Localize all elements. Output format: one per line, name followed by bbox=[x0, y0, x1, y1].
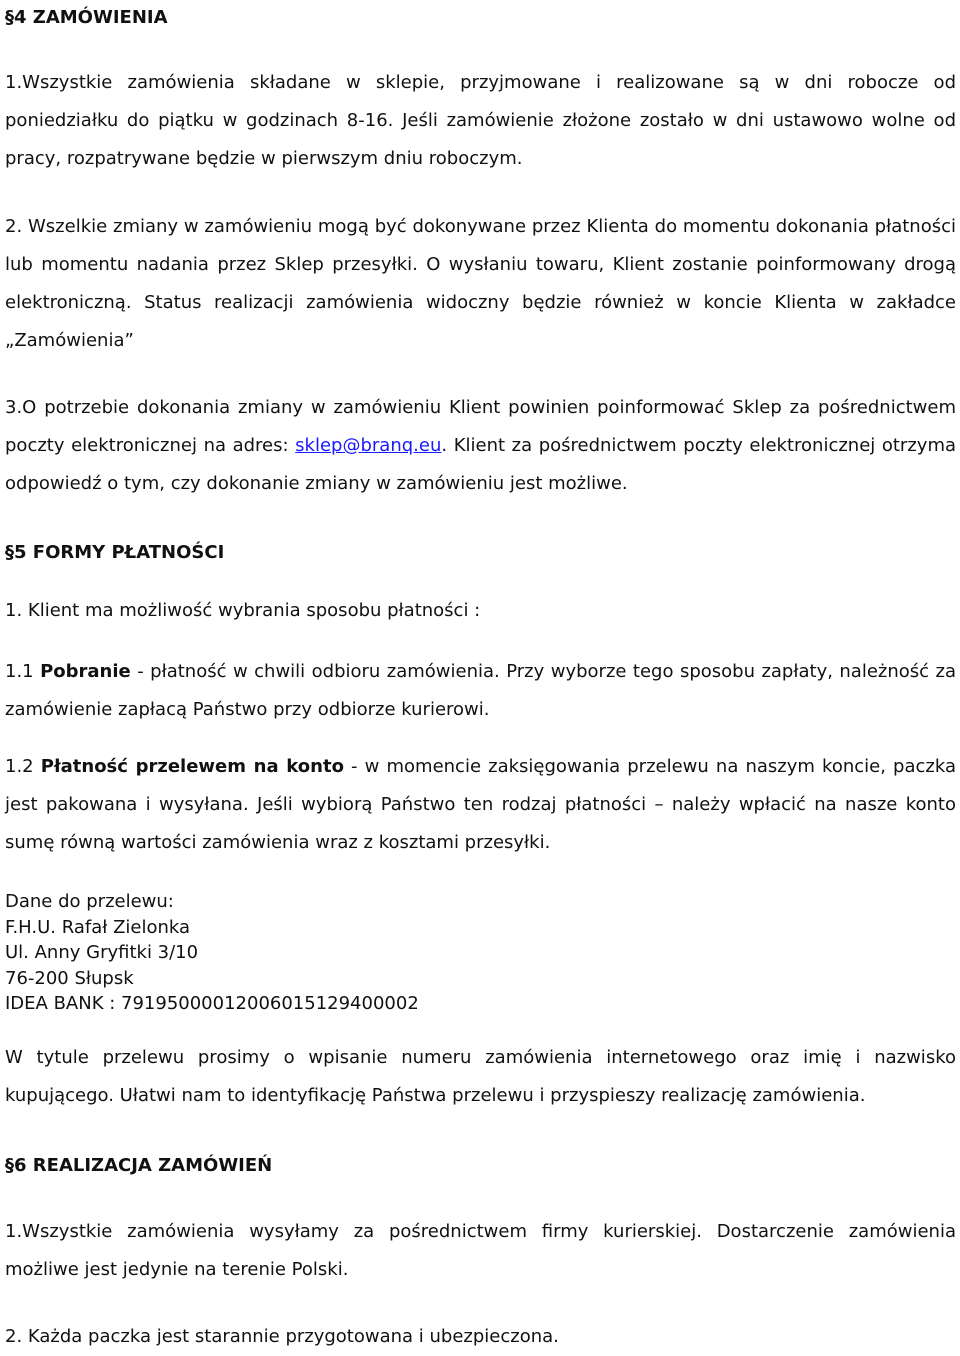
section-4-paragraph-1: 1.Wszystkie zamówienia składane w sklepie, przyjmowane i realizowane są w dni robocze od poniedziałku do piątku w godzinach 8-16. Jeśli zamówienie złożone zostało w dni ustawowo wolne od pracy, rozpatrywane będzie w pierwszym dniu roboczym. bbox=[5, 72, 956, 169]
transfer-details-line: Ul. Anny Gryfitki 3/10 bbox=[5, 942, 199, 963]
transfer-details-line: 76-200 Słupsk bbox=[5, 967, 134, 989]
transfer-description: - w momencie zaksięgowania przelewu na naszym koncie, paczka jest pakowana i wysyłana. Jeśli wybiorą Państwo ten rodzaj płatności – należy wpłacić na nasze konto sumę równą wartości zamówienia wraz z kosztami przesyłki. bbox=[5, 756, 956, 853]
transfer-details-line: F.H.U. Rafał Zielonka bbox=[5, 916, 191, 938]
cod-number: 1.1 bbox=[5, 661, 41, 682]
transfer-number: 1.2 bbox=[5, 756, 41, 777]
bank-account-line: IDEA BANK : 79195000012006015129400002 bbox=[5, 993, 419, 1014]
cod-title: Pobranie bbox=[40, 661, 131, 682]
section-5-heading: §5 FORMY PŁATNOŚCI bbox=[5, 542, 225, 563]
section-6-paragraph-2: 2. Każda paczka jest starannie przygotowana i ubezpieczona. bbox=[5, 1326, 559, 1347]
section-5-paragraph-1: 1. Klient ma możliwość wybrania sposobu płatności : bbox=[5, 600, 481, 621]
cod-description: - płatność w chwili odbioru zamówienia. Przy wyborze tego sposobu zapłaty, należność za zamówienie zapłacą Państwo przy odbiorze kurierowi. bbox=[5, 661, 956, 720]
transfer-title: Płatność przelewem na konto bbox=[40, 756, 344, 777]
section-6-heading: §6 REALIZACJA ZAMÓWIEŃ bbox=[5, 1155, 273, 1176]
shop-email-link[interactable]: sklep@branq.eu bbox=[295, 435, 442, 456]
transfer-title-instructions: W tytule przelewu prosimy o wpisanie numeru zamówienia internetowego oraz imię i nazwisko kupującego. Ułatwi nam to identyfikację Państwa przelewu i przyspieszy realizację zamówienia. bbox=[5, 1047, 956, 1106]
transfer-details bbox=[5, 889, 956, 1017]
section-4-paragraph-3-text-end: . Klient za pośrednictwem poczty elektronicznej otrzyma odpowiedź o tym, czy dokonanie zmiany w zamówieniu jest możliwe. bbox=[5, 435, 957, 494]
section-5-bank-transfer bbox=[5, 748, 956, 862]
section-4-paragraph-3-text: 3.O potrzebie dokonania zmiany w zamówieniu Klient powinien poinformować Sklep za pośrednictwem poczty elektronicznej na adres: bbox=[5, 397, 956, 456]
section-4-paragraph-3 bbox=[5, 389, 956, 503]
section-4-heading: §4 ZAMÓWIENIA bbox=[5, 7, 168, 28]
transfer-details-line: Dane do przelewu: bbox=[5, 891, 174, 912]
section-4-paragraph-2: 2. Wszelkie zmiany w zamówieniu mogą być dokonywane przez Klienta do momentu dokonania płatności lub momentu nadania przez Sklep przesyłki. O wysłaniu towaru, Klient zostanie poinformowany drogą elektroniczną. Status realizacji zamówienia widoczny będzie również w koncie Klienta w zakładce „Zamówienia” bbox=[5, 216, 956, 351]
section-5-cash-on-delivery bbox=[5, 653, 956, 729]
section-6-paragraph-1: 1.Wszystkie zamówienia wysyłamy za pośrednictwem firmy kurierskiej. Dostarczenie zamówienia możliwe jest jedynie na terenie Polski. bbox=[5, 1221, 956, 1280]
